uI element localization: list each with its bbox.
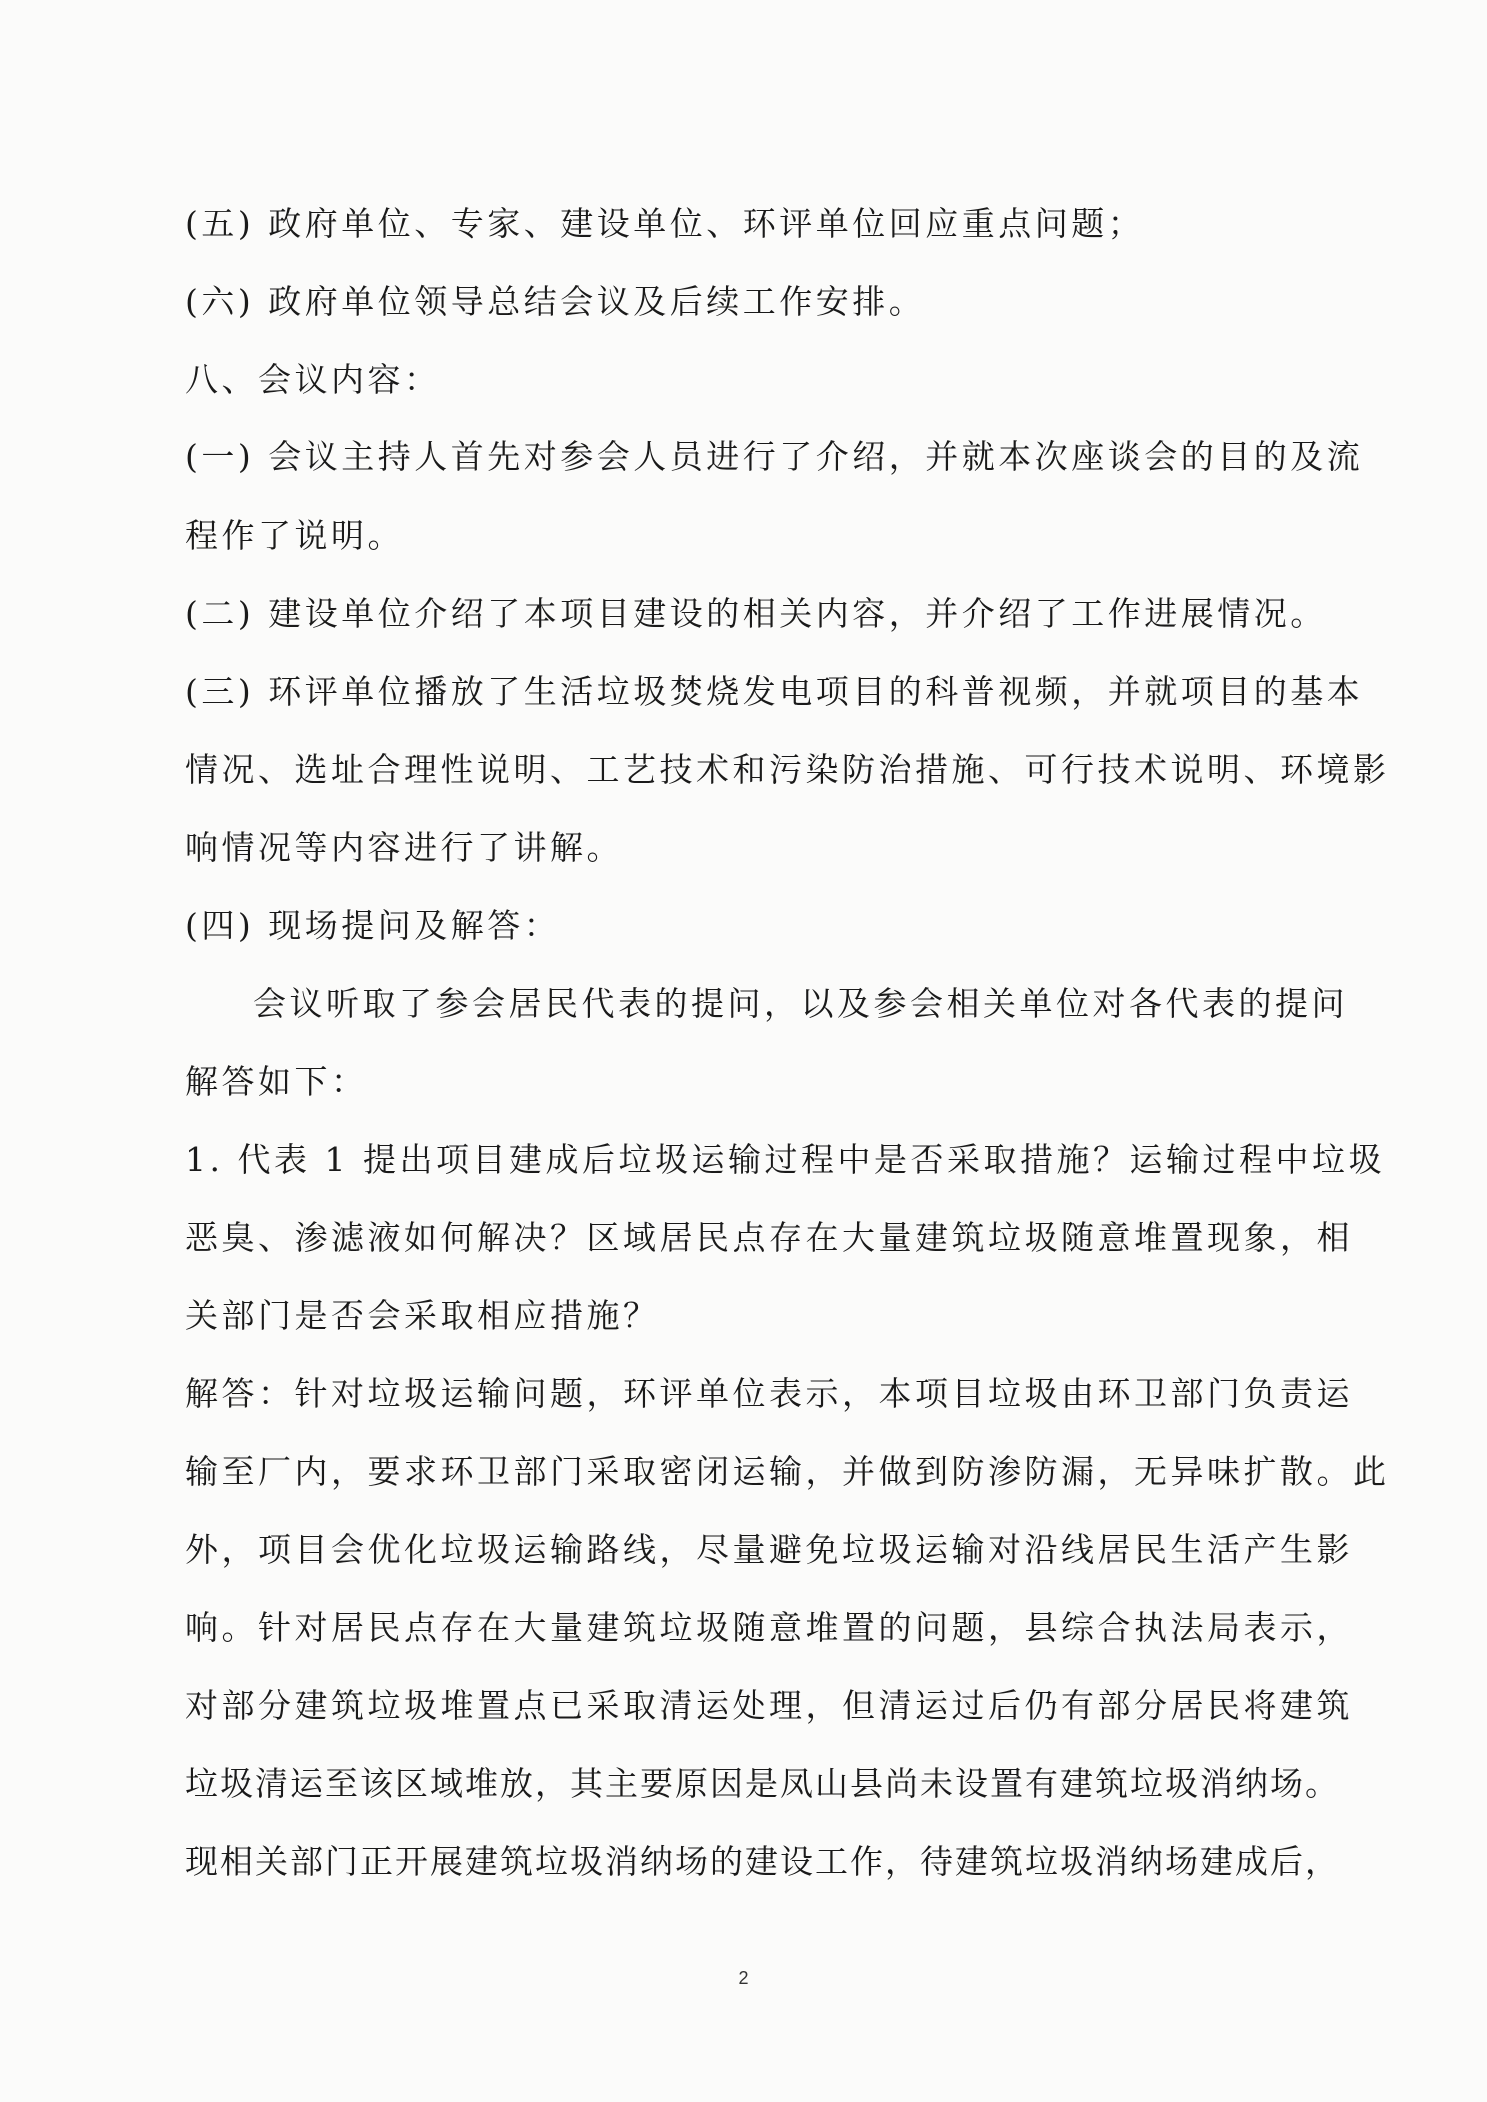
text-line: (一) 会议主持人首先对参会人员进行了介绍，并就本次座谈会的目的及流: [185, 437, 1364, 476]
text-line: 会议听取了参会居民代表的提问，以及参会相关单位对各代表的提问: [253, 984, 1348, 1023]
text-line: (六) 政府单位领导总结会议及后续工作安排。: [185, 282, 926, 321]
text-line: 输至厂内，要求环卫部门采取密闭运输，并做到防渗防漏，无异味扩散。此: [185, 1452, 1390, 1491]
text-line: 外，项目会优化垃圾运输路线，尽量避免垃圾运输对沿线居民生活产生影: [185, 1530, 1353, 1569]
text-line: 1. 代表 1 提出项目建成后垃圾运输过程中是否采取措施？运输过程中垃圾: [185, 1140, 1385, 1179]
text-line: (二) 建设单位介绍了本项目建设的相关内容，并介绍了工作进展情况。: [185, 594, 1327, 633]
text-line: 垃圾清运至该区域堆放，其主要原因是凤山县尚未设置有建筑垃圾消纳场。: [185, 1764, 1340, 1803]
text-line: (四) 现场提问及解答：: [185, 906, 561, 945]
text-line: 响。针对居民点存在大量建筑垃圾随意堆置的问题，县综合执法局表示，: [185, 1608, 1353, 1647]
text-line: 关部门是否会采取相应措施？: [185, 1296, 660, 1335]
text-line: 解答如下：: [185, 1062, 368, 1101]
text-line: 恶臭、渗滤液如何解决？区域居民点存在大量建筑垃圾随意堆置现象，相: [185, 1218, 1353, 1257]
section-heading: 八、会议内容：: [185, 360, 441, 399]
text-line: (三) 环评单位播放了生活垃圾焚烧发电项目的科普视频，并就项目的基本: [185, 672, 1364, 711]
text-line: 现相关部门正开展建筑垃圾消纳场的建设工作，待建筑垃圾消纳场建成后，: [185, 1842, 1340, 1881]
text-line: (五) 政府单位、专家、建设单位、环评单位回应重点问题；: [185, 204, 1145, 243]
text-line: 解答：针对垃圾运输问题，环评单位表示，本项目垃圾由环卫部门负责运: [185, 1374, 1353, 1413]
text-line: 对部分建筑垃圾堆置点已采取清运处理，但清运过后仍有部分居民将建筑: [185, 1686, 1353, 1725]
text-line: 响情况等内容进行了讲解。: [185, 828, 623, 867]
text-line: 程作了说明。: [185, 516, 404, 555]
text-line: 情况、选址合理性说明、工艺技术和污染防治措施、可行技术说明、环境影: [185, 750, 1390, 789]
page-number: 2: [738, 1968, 749, 1988]
